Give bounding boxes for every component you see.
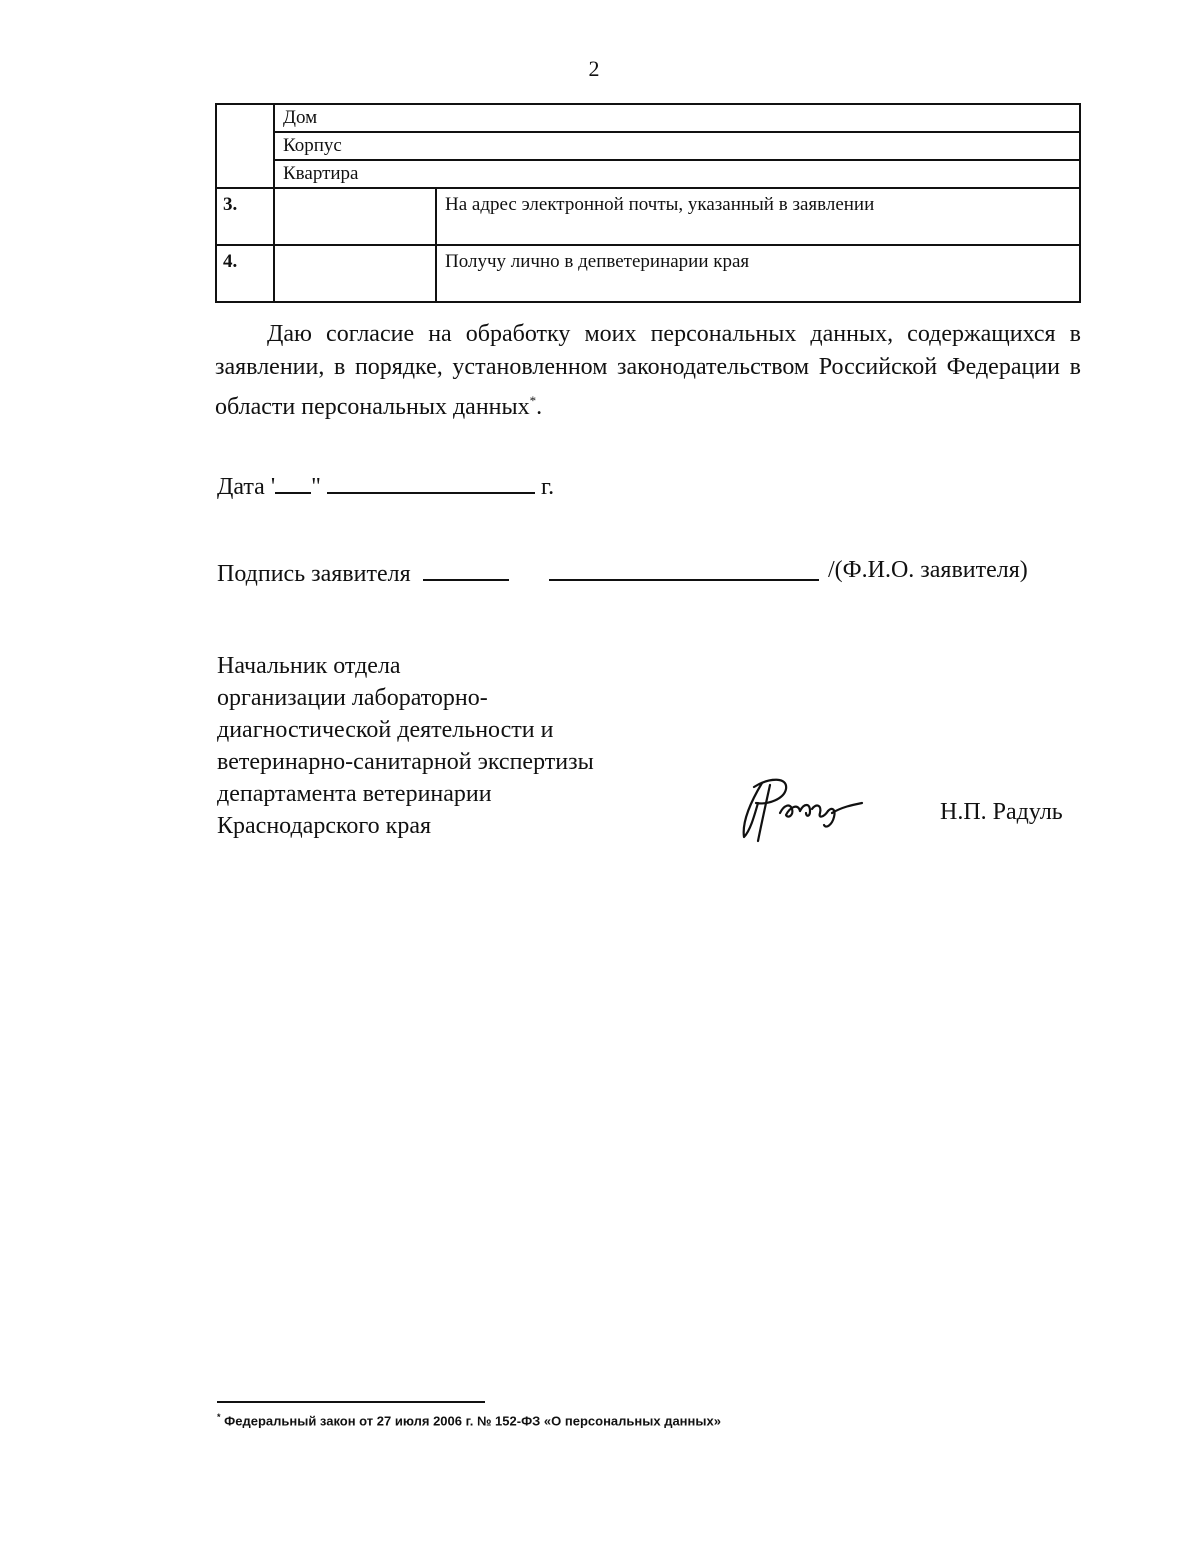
position-line: Начальник отдела: [217, 653, 401, 679]
handwritten-signature: [736, 773, 866, 843]
position-line: диагностической деятельности и: [217, 717, 554, 743]
option-number: 4.: [216, 245, 274, 302]
consent-end: .: [536, 394, 543, 420]
signature-blank[interactable]: [423, 557, 509, 581]
footnote-divider: [217, 1401, 485, 1403]
day-blank[interactable]: [275, 470, 311, 494]
option-number: 3.: [216, 188, 274, 245]
footnote-mark: *: [529, 393, 537, 408]
option-text: Получу лично в депветеринарии края: [436, 245, 1080, 302]
year-suffix: г.: [540, 474, 555, 500]
consent-paragraph: [215, 318, 1081, 424]
table-cell-empty: [216, 104, 274, 188]
month-blank[interactable]: [327, 470, 535, 494]
table-row: [216, 104, 1080, 132]
position-line: департамента ветеринарии: [217, 781, 492, 807]
table-row: [216, 188, 1080, 245]
table-row: [216, 160, 1080, 188]
footnote-mark: *: [217, 1412, 221, 1422]
fio-label: /(Ф.И.О. заявителя): [828, 557, 1028, 583]
position-line: Краснодарского края: [217, 813, 432, 839]
date-close-quote: ": [311, 474, 321, 500]
consent-text: Даю согласие на обработку моих персональных данных, содержащихся в заявлении, в порядке, установленном законодательством Российской Федерации в области персональных данных: [215, 321, 1081, 420]
option-mark-cell[interactable]: [274, 245, 436, 302]
position-line: ветеринарно-санитарной экспертизы: [217, 749, 594, 775]
signer-name: Н.П. Радуль: [940, 799, 1063, 825]
official-position: [217, 650, 594, 842]
row-label-apartment: Квартира: [274, 160, 1080, 188]
footnote-text: Федеральный закон от 27 июля 2006 г. № 152-ФЗ «О персональных данных»: [224, 1413, 721, 1429]
row-label-house: Дом: [274, 104, 1080, 132]
option-mark-cell[interactable]: [274, 188, 436, 245]
table-row: [216, 245, 1080, 302]
option-text: На адрес электронной почты, указанный в заявлении: [436, 188, 1080, 245]
address-table: [215, 103, 1081, 303]
row-label-building: Корпус: [274, 132, 1080, 160]
date-open-quote: ': [270, 474, 276, 500]
page-number: 2: [588, 56, 600, 81]
signature-label: Подпись заявителя: [217, 561, 411, 587]
applicant-signature-field: [217, 557, 1097, 588]
date-label: Дата: [217, 474, 265, 500]
position-line: организации лабораторно-: [217, 685, 488, 711]
footnote: [217, 1412, 721, 1428]
table-row: [216, 132, 1080, 160]
fio-blank[interactable]: [549, 557, 819, 581]
date-field: [217, 470, 554, 501]
